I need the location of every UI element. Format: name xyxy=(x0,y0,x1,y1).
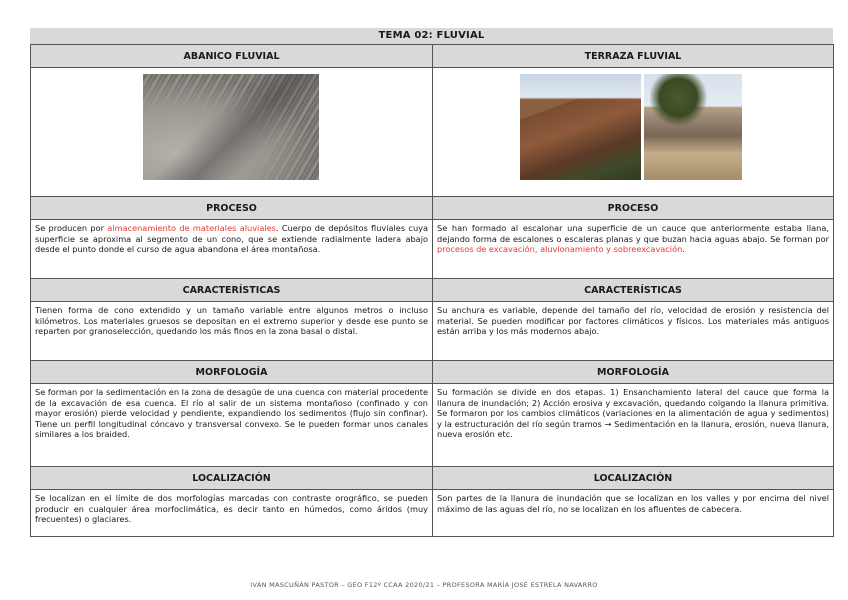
right-morfologia-heading: MORFOLOGÍA xyxy=(433,361,834,384)
left-caracteristicas-text: Tienen forma de cono extendido y un tamaño variable entre algunos metros o incluso kilómetros. Los materiales gruesos se depositan en el extremo superior y desde ese punto se reparten por granoselección, quedando los más finos en la zona basal o distal. xyxy=(31,302,433,361)
right-proceso-heading: PROCESO xyxy=(433,197,834,220)
right-proceso-text: Se han formado al escalonar una superficie de un cauce que anteriormente estaba llana, dejando forma de escalones o escaleras planas y que buzan hacia aguas abajo. Se forman por procesos de excavación, aluvionamiento y sobreexcavación. xyxy=(433,220,834,279)
alluvial-fan-aerial-photo xyxy=(143,74,319,180)
page-title: TEMA 02: FLUVIAL xyxy=(30,28,833,44)
left-proceso-text: Se producen por almacenamiento de materiales aluviales. Cuerpo de depósitos fluviales cuya superficie se aproxima al segmento de un cono, que se extiende radialmente ladera abajo desde el punto donde el curso de agua abandona el área montañosa. xyxy=(31,220,433,279)
comparison-table xyxy=(30,44,834,537)
left-proceso-highlight: almacenamiento de materiales aluviales xyxy=(107,223,276,233)
document-sheet xyxy=(30,28,833,537)
left-morfologia-text: Se forman por la sedimentación en la zona de desagüe de una cuenca con material procedente de la excavación de esa cuenca. El río al salir de un sistema montañoso (confinado y con mayor erosión) pierde velocidad y pendiente, expandiendo los sedimentos (flujo sin confinar). Tiene un perfil longitudinal cóncavo y transversal convexo. Se le pueden formar unos canales similares a los braided. xyxy=(31,384,433,467)
river-terrace-cliff-photo xyxy=(520,74,641,180)
left-localizacion-heading: LOCALIZACIÓN xyxy=(31,467,433,490)
river-terrace-outcrop-photo xyxy=(644,74,742,180)
left-image-cell xyxy=(31,68,433,197)
right-caracteristicas-heading: CARACTERÍSTICAS xyxy=(433,279,834,302)
left-caracteristicas-heading: CARACTERÍSTICAS xyxy=(31,279,433,302)
left-column-heading: ABANICO FLUVIAL xyxy=(31,45,433,68)
right-image-cell xyxy=(433,68,834,197)
right-caracteristicas-text: Su anchura es variable, depende del tamaño del río, velocidad de erosión y resistencia del material. Se pueden modificar por factores climáticos y físicos. Los materiales más antiguos están arriba y los más modernos abajo. xyxy=(433,302,834,361)
left-proceso-heading: PROCESO xyxy=(31,197,433,220)
left-morfologia-heading: MORFOLOGÍA xyxy=(31,361,433,384)
right-proceso-highlight: procesos de excavación, aluvionamiento y sobreexcavación xyxy=(437,244,683,255)
right-morfologia-text: Su formación se divide en dos etapas. 1) Ensanchamiento lateral del cauce que forma la llanura de inundación; 2) Acción erosiva y excavación, quedando colgando la llanura primitiva. Se formaron por los cambios climáticos (variaciones en la alimentación de agua y sedimentos) y la estructuración del río según tramos → Sedimentación en la llanura, erosión, nueva llanura, nueva erosión etc. xyxy=(433,384,834,467)
right-localizacion-text: Son partes de la llanura de inundación que se localizan en los valles y por encima del nivel máximo de las aguas del río, no se localizan en los afluentes de cabecera. xyxy=(433,490,834,537)
right-localizacion-heading: LOCALIZACIÓN xyxy=(433,467,834,490)
right-column-heading: TERRAZA FLUVIAL xyxy=(433,45,834,68)
page-footer: IVÁN MASCUÑÁN PASTOR – GEO F12º CCAA 2020/21 – PROFESORA MARÍA JOSÉ ESTRELA NAVARRO xyxy=(250,581,598,589)
left-localizacion-text: Se localizan en el límite de dos morfologías marcadas con contraste orográfico, se pueden producir en cualquier área morfoclimática, es decir tanto en húmedos, como áridos (muy frecuentes) o glaciares. xyxy=(31,490,433,537)
